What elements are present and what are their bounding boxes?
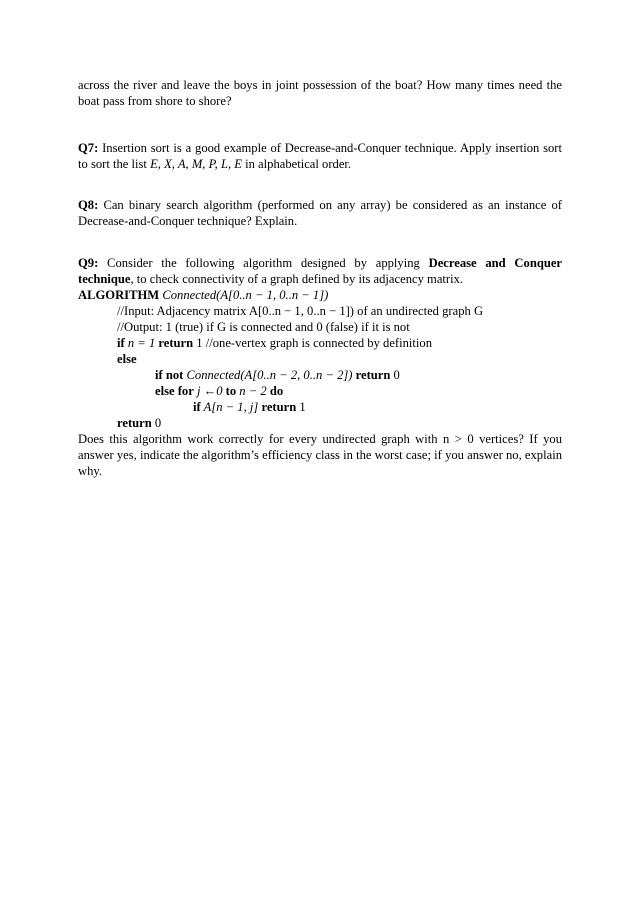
if-not-keyword: if not: [155, 368, 184, 382]
inner-if-keyword: if: [193, 400, 201, 414]
inner-if-condition: A[n − 1, j]: [200, 400, 262, 414]
algorithm-name: Connected(A[0..n − 1, 0..n − 1]): [159, 288, 329, 302]
recursive-call: Connected(A[0..n − 2, 0..n − 2]): [183, 368, 356, 382]
q9-closing-question: Does this algorithm work correctly for every undirected graph with n > 0 vertices? If you answer yes, indicate the algorithm’s efficiency class in the worst case; if you answer no, explain why.: [78, 432, 562, 478]
return-keyword-3: return: [261, 400, 297, 414]
return-one: 1: [296, 400, 306, 414]
if-condition: n = 1: [124, 336, 159, 350]
q9-text-b: , to check connectivity of a graph defined by its adjacency matrix.: [130, 272, 464, 286]
q9-label: Q9:: [78, 256, 99, 270]
algorithm-output-comment: //Output: 1 (true) if G is connected and 0 (false) if it is not: [117, 320, 410, 334]
return-keyword-2: return: [355, 368, 391, 382]
algorithm-else-line: [117, 351, 137, 367]
q7-label: Q7:: [78, 141, 99, 155]
q7-text-b: in alphabetical order.: [241, 157, 352, 171]
q9-bold-technique: Decrease and Conquer technique: [78, 256, 563, 286]
algorithm-for-line: [155, 383, 283, 399]
to-keyword: to: [225, 384, 237, 398]
for-end: n − 2: [236, 384, 270, 398]
else-keyword: else: [117, 352, 137, 366]
else-for-keyword: else for: [155, 384, 194, 398]
return-keyword: return: [158, 336, 194, 350]
q8-label: Q8:: [78, 198, 99, 212]
algorithm-final-return: [117, 415, 161, 431]
q7-text-a: Insertion sort is a good example of Decrease-and-Conquer technique. Apply insertion sort to sort the list: [78, 141, 562, 171]
algorithm-inner-if-line: [193, 399, 306, 415]
question-8: [78, 197, 562, 229]
if-rest: 1 //one-vertex graph is connected by definition: [193, 336, 432, 350]
algorithm-signature: [78, 287, 328, 303]
if-keyword: if: [117, 336, 125, 350]
q7-list: E, X, A, M, P, L, E: [150, 157, 242, 171]
question-7: [78, 140, 562, 172]
intro-paragraph: across the river and leave the boys in joint possession of the boat? How many times need the boat pass from shore to shore?: [78, 78, 562, 108]
algorithm-if-not-line: [155, 367, 400, 383]
q8-text: Can binary search algorithm (performed on any array) be considered as an instance of Decrease-and-Conquer technique? Explain.: [78, 198, 562, 228]
algorithm-input-comment: //Input: Adjacency matrix A[0..n − 1, 0..n − 1]) of an undirected graph G: [117, 304, 484, 318]
do-keyword: do: [269, 384, 284, 398]
question-9: [78, 255, 562, 287]
algorithm-keyword: ALGORITHM: [78, 288, 160, 302]
return-zero: 0: [390, 368, 400, 382]
q9-text-a: Consider the following algorithm designed by applying: [98, 256, 429, 270]
for-variable: j ←0: [193, 384, 226, 398]
return-keyword-4: return: [117, 416, 152, 430]
final-return-value: 0: [151, 416, 162, 430]
algorithm-if-line: [117, 335, 432, 351]
